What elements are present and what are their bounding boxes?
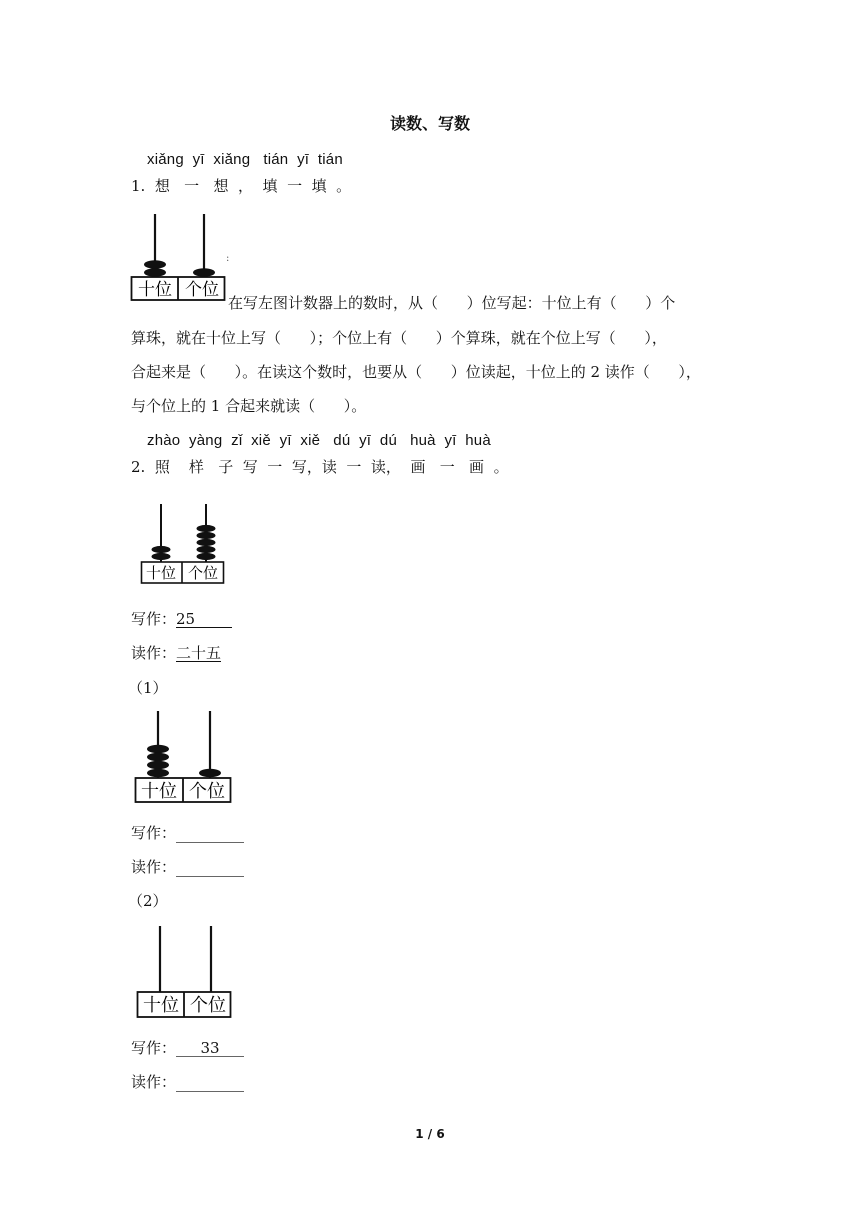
bead [197, 532, 216, 539]
part-1-abacus [134, 710, 234, 804]
bead [147, 745, 169, 753]
label-ones: 个位 [187, 564, 219, 582]
example-read-row [131, 642, 221, 663]
bead [147, 761, 169, 769]
bead [144, 268, 166, 276]
q1-line-1: 在写左图计数器上的数时，从（ ）位写起：十位上有（ ）个 [228, 294, 676, 312]
part-1-read-row [131, 856, 244, 877]
write-value: 25 [176, 611, 232, 628]
page-title: 读数、写数 [389, 114, 470, 133]
label-tens: 十位 [143, 995, 179, 1016]
label-tens: 十位 [141, 781, 177, 802]
bead [197, 553, 216, 560]
part-1-number: （1） [128, 679, 168, 697]
write-value[interactable]: 33 [176, 1040, 244, 1057]
page-number: 1 / 6 [415, 1127, 445, 1141]
label-tens: 十位 [138, 280, 172, 300]
bead [152, 553, 171, 560]
part-2-write-row [131, 1037, 244, 1058]
bead [193, 268, 215, 276]
write-label: 写作： [131, 824, 177, 842]
bead [147, 769, 169, 777]
q1-line-3: 合起来是（ ）。在读这个数时，也要从（ ）位读起，十位上的 2 读作（ ）， [131, 363, 701, 381]
label-ones: 个位 [185, 280, 219, 300]
bead [144, 260, 166, 268]
q1-abacus [130, 212, 230, 304]
bead [199, 769, 221, 777]
read-label: 读作： [131, 858, 177, 876]
q2-heading: 2. 照 样 子 写 一 写，读 一 读， 画 一 画 。 [131, 458, 509, 476]
bead [147, 753, 169, 761]
read-blank[interactable] [176, 1077, 244, 1092]
read-label: 读作： [131, 1073, 177, 1091]
bead [152, 546, 171, 553]
part-2-abacus [136, 925, 234, 1021]
q1-line-2: 算珠，就在十位上写（ ）；个位上有（ ）个算珠，就在个位上写（ ）， [131, 329, 667, 347]
label-ones: 个位 [189, 781, 225, 802]
read-blank[interactable] [176, 862, 244, 877]
q1-pinyin: xiǎng yī xiǎng tián yī tián [147, 151, 343, 168]
read-value: 二十五 [176, 644, 222, 662]
read-label: 读作： [131, 644, 177, 662]
q2-pinyin: zhào yàng zǐ xiě yī xiě dú yī dú huà yī huà [147, 432, 491, 449]
label-ones: 个位 [190, 995, 226, 1016]
write-label: 写作： [131, 610, 177, 628]
part-2-number: （2） [128, 892, 168, 910]
example-abacus [140, 502, 226, 586]
q1-heading: 1. 想 一 想 ， 填 一 填 。 [131, 177, 352, 195]
part-1-write-row [131, 822, 244, 843]
write-blank[interactable] [176, 828, 244, 843]
part-2-read-row [131, 1071, 244, 1092]
bead [197, 546, 216, 553]
example-write-row [131, 608, 232, 629]
label-tens: 十位 [145, 564, 177, 582]
bead [197, 525, 216, 532]
write-label: 写作： [131, 1039, 177, 1057]
bead [197, 539, 216, 546]
q1-line-4: 与个位上的 1 合起来就读（ ）。 [131, 397, 367, 415]
